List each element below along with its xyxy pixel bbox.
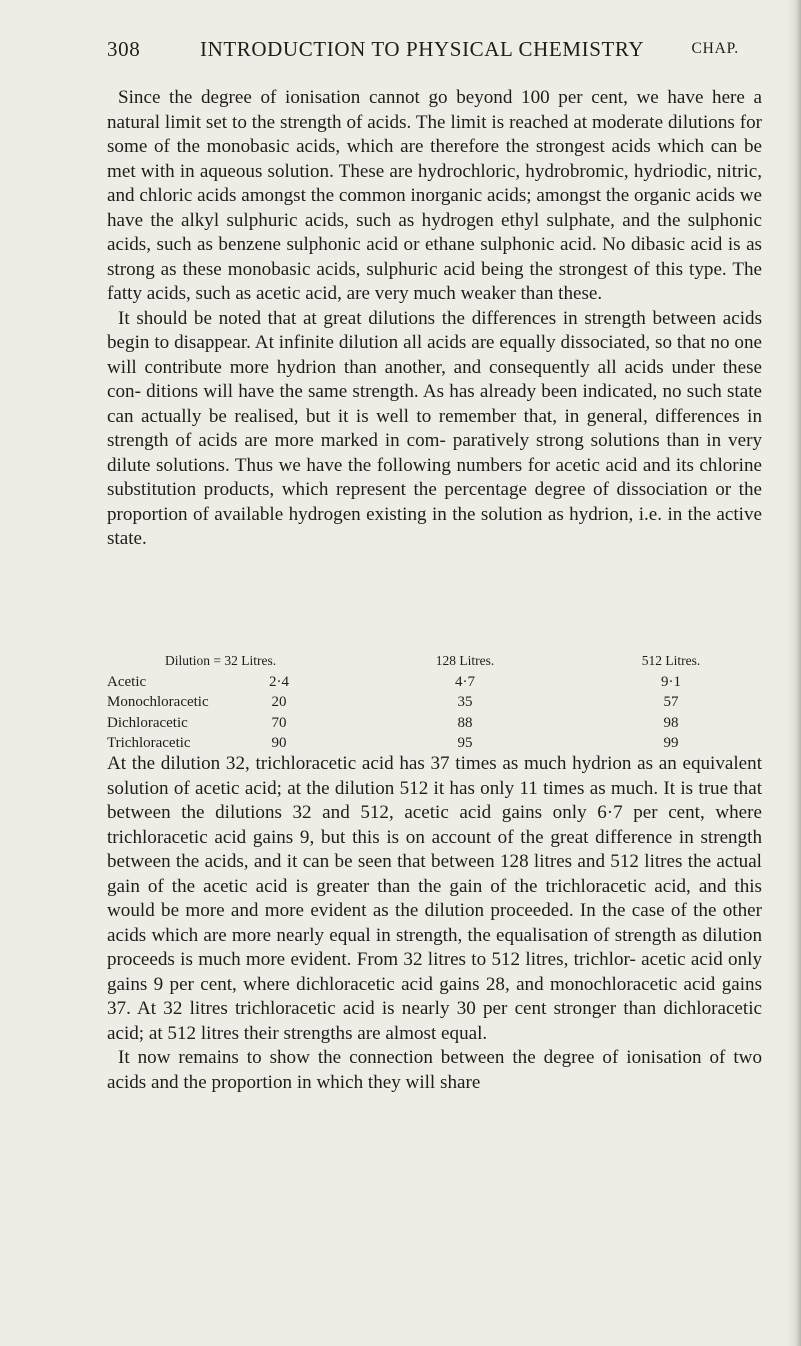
- table-header-row: [107, 651, 757, 672]
- running-title: INTRODUCTION TO PHYSICAL CHEMISTRY: [200, 37, 645, 61]
- acid-name: Acetic: [107, 673, 147, 690]
- paragraph: Since the degree of ionisation cannot go beyond 100 per cent, we have here a natural limit set to the strength of acids. The limit is reached at moderate dilutions for some of the monobasic acids, which are therefore the strongest acids which can be met with in aqueous solution. These are hydrochloric, hydrobromic, hydriodic, nitric, and chloric acids amongst the common inorganic acids; amongst the organic acids we have the alkyl sulphuric acids, such as hydrogen ethyl sulphate, and the sulphonic acids, such as benzene sulphonic acid or ethane sulphonic acid. No dibasic acid is as strong as these monobasic acids, sulphuric acid being the strongest of this type. The fatty acids, such as acetic acid, are very much weaker than these.: [107, 87, 762, 304]
- table-cell: 2·4: [269, 673, 289, 690]
- running-header: [107, 37, 739, 65]
- table-row: [107, 672, 757, 693]
- table-cell: 35: [457, 694, 473, 710]
- page-edge-shadow: [787, 0, 801, 1346]
- column-header: 128 Litres.: [435, 653, 495, 668]
- acid-name: Dichloracetic: [107, 714, 188, 731]
- paragraph: At the dilution 32, trichloracetic acid has 37 times as much hydrion as an equivalent solution of acetic acid; at the dilution 512 it has only 11 times as much. It is true that between the dilutions 32 and 512, acetic acid gains only 6·7 per cent, where trichloracetic acid gains 9, but this is on account of the great difference in strength between the acids, and it can be seen that between 128 litres and 512 litres the actual gain of the acetic acid is greater than the gain of the trichloracetic acid, and this would be more and more evident as the dilution proceeded. In the case of the other acids which are more nearly equal in strength, the equalisation of strength as dilution proceeds is much more evident. From 32 litres to 512 litres, trichlor- acetic acid only gains 9 per cent, where dichloracetic acid gains 28, and monochloracetic acid gains 37. At 32 litres trichloracetic acid is nearly 30 per cent stronger than dichloracetic acid; at 512 litres their strengths are almost equal.: [107, 753, 762, 1044]
- table-cell: 70: [271, 714, 287, 731]
- dissociation-table: [107, 651, 757, 754]
- chapter-label: CHAP.: [691, 40, 739, 57]
- table-cell: 99: [663, 735, 679, 751]
- table-cell: 88: [457, 714, 473, 731]
- table-cell: 90: [271, 735, 287, 751]
- body-text-bottom: [107, 752, 762, 1095]
- acid-name: Monochloracetic: [107, 694, 209, 710]
- column-header: 512 Litres.: [641, 653, 701, 668]
- paragraph: It now remains to show the connection between the degree of ionisation of two acids and the proportion in which they will share: [107, 1047, 762, 1093]
- table-cell: 57: [663, 694, 679, 710]
- table-cell: 98: [663, 714, 679, 731]
- table-cell: 95: [457, 735, 473, 751]
- table-cell: 20: [271, 694, 287, 710]
- paragraph: It should be noted that at great dilutions the differences in strength between acids begin to disappear. At infinite dilution all acids are equally dissociated, so that no one will contribute more hydrion than another, and consequently all acids under these con- ditions will have the same strength. As has already been indicated, no such state can actually be realised, but it is well to remember that, in general, differences in strength of acids are more marked in com- paratively strong solutions than in very dilute solutions. Thus we have the following numbers for acetic acid and its chlorine substitution products, which represent the percentage degree of dissociation or the proportion of available hydrogen existing in the solution as hydrion, i.e. in the active state.: [107, 307, 762, 549]
- table-row: [107, 733, 757, 754]
- page-number: 308: [107, 37, 141, 61]
- table-cell: 9·1: [661, 673, 681, 690]
- table-cell: 4·7: [455, 673, 475, 690]
- table-row: [107, 692, 757, 713]
- column-header: Dilution = 32 Litres.: [165, 653, 277, 668]
- acid-name: Trichloracetic: [107, 735, 191, 751]
- body-text-top: [107, 86, 762, 552]
- table-row: [107, 713, 757, 734]
